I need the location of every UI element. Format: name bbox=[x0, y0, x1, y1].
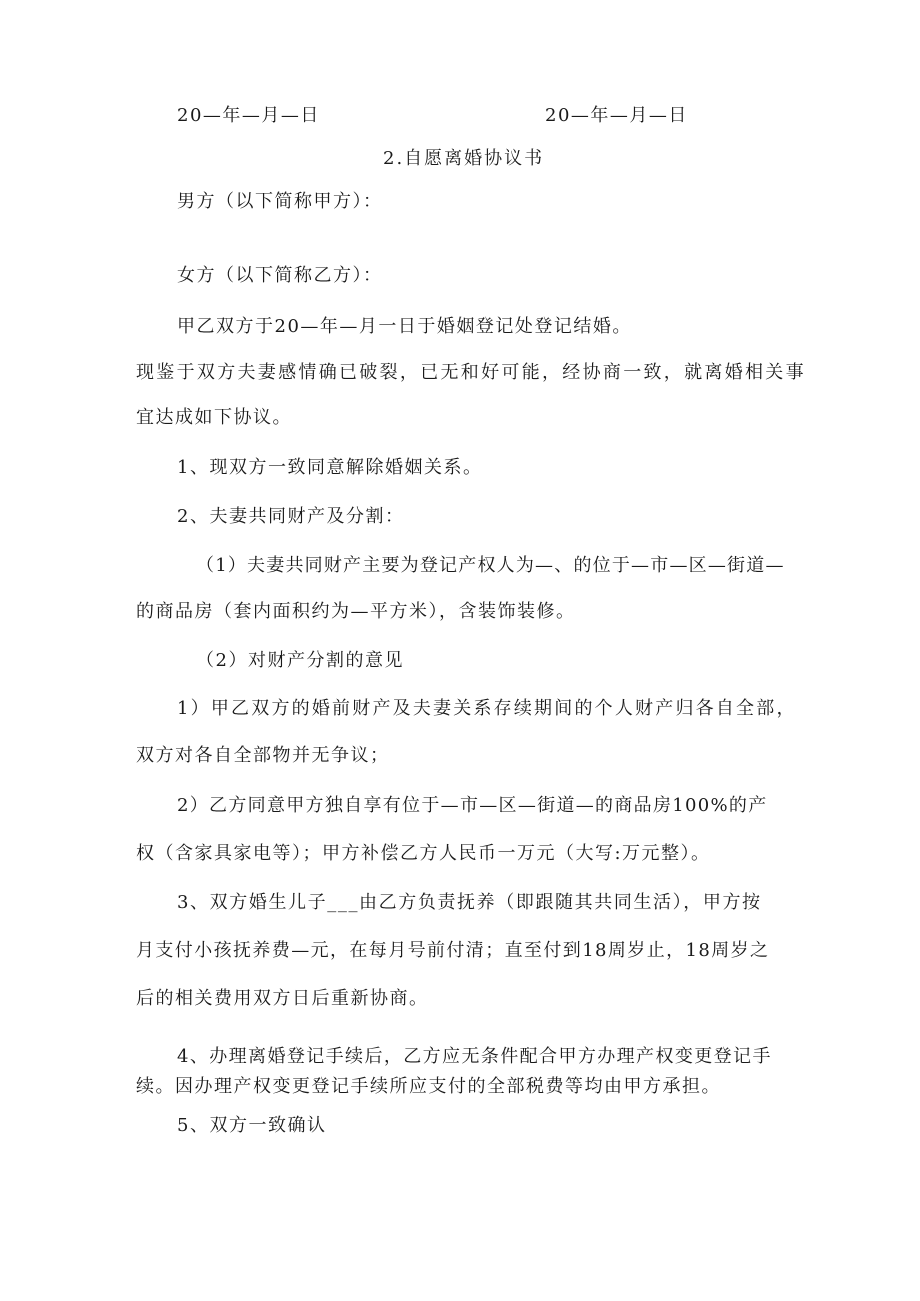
clause-2-1-line-1: （1）夫妻共同财产主要为登记产权人为—、的位于—市—区—街道— bbox=[196, 555, 785, 576]
marriage-registration-line: 甲乙双方于20—年—月一日于婚姻登记处登记结婚。 bbox=[177, 316, 632, 337]
reason-paragraph-line-2: 宜达成如下协议。 bbox=[136, 407, 292, 428]
date-line-left: 20—年—月—日 bbox=[177, 105, 320, 126]
clause-1: 1、现双方一致同意解除婚姻关系。 bbox=[177, 457, 483, 478]
clause-2-2-1-line-2: 双方对各自全部物并无争议； bbox=[136, 745, 390, 766]
clause-2-1-line-2: 的商品房（套内面积约为—平方米），含装饰装修。 bbox=[136, 601, 576, 622]
clause-2-2-1-line-1: 1）甲乙双方的婚前财产及夫妻关系存续期间的个人财产归各自全部， bbox=[177, 698, 797, 719]
clause-4-line-1: 4、办理离婚登记手续后，乙方应无条件配合甲方办理产权变更登记手 bbox=[177, 1046, 772, 1067]
date-line-right: 20—年—月—日 bbox=[545, 105, 688, 126]
clause-2-2-2-line-2: 权（含家具家电等）；甲方补偿乙方人民币一万元（大写:万元整）。 bbox=[136, 843, 711, 864]
document-title: 2.自愿离婚协议书 bbox=[383, 148, 545, 169]
clause-2-heading: 2、夫妻共同财产及分割： bbox=[177, 506, 405, 527]
clause-2-2-heading: （2）对财产分割的意见 bbox=[196, 650, 404, 671]
clause-4-line-2: 续。因办理产权变更登记手续所应支付的全部税费等均由甲方承担。 bbox=[136, 1076, 721, 1097]
reason-paragraph-line-1: 现鉴于双方夫妻感情确已破裂，已无和好可能，经协商一致，就离婚相关事 bbox=[136, 362, 806, 383]
clause-5: 5、双方一致确认 bbox=[177, 1115, 327, 1136]
clause-3-line-1: 3、双方婚生儿子___由乙方负责抚养（即跟随其共同生活），甲方按 bbox=[177, 892, 762, 913]
party-woman-line: 女方（以下简称乙方）： bbox=[177, 265, 383, 286]
clause-3-line-3: 后的相关费用双方日后重新协商。 bbox=[136, 988, 429, 1009]
clause-2-2-2-line-1: 2）乙方同意甲方独自享有位于—市—区—街道—的商品房100%的产 bbox=[177, 795, 768, 816]
party-man-line: 男方（以下简称甲方）： bbox=[177, 191, 383, 212]
clause-3-line-2: 月支付小孩抚养费—元，在每月号前付清；直至付到18周岁止，18周岁之 bbox=[136, 940, 770, 961]
